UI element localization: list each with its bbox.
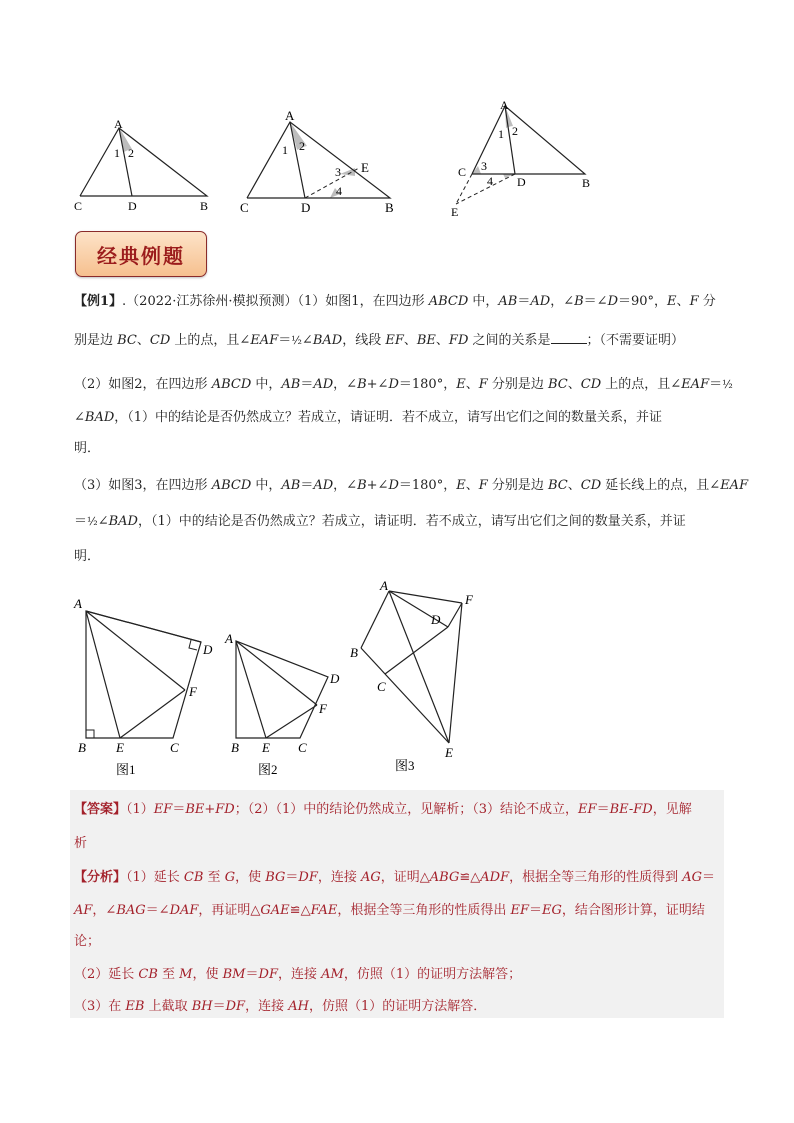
- figure-3-caption: 图3: [395, 758, 415, 773]
- problem-line-6: （3）如图3，在四边形 ABCD 中，AB＝AD，∠B+∠D＝180°，E、F 分别是边 BC、CD 延长线上的点，且∠EAF: [74, 478, 749, 493]
- problem-line-8: 明．: [74, 549, 101, 564]
- label-F: F: [189, 684, 197, 699]
- label-D: D: [330, 671, 340, 686]
- problem-line-4: ∠BAD，（1）中的结论是否仍然成立？若成立，请证明．若不成立，请写出它们之间的数量关系，并证: [74, 410, 663, 425]
- label-A: A: [114, 117, 123, 131]
- label-E: E: [361, 160, 369, 175]
- label-B: B: [350, 645, 358, 660]
- figure-2-caption: 图2: [258, 762, 278, 777]
- problem-line-3: （2）如图2，在四边形 ABCD 中，AB＝AD，∠B+∠D＝180°，E、F 分别是边 BC、CD 上的点，且∠EAF＝½: [74, 377, 733, 392]
- label-C: C: [377, 679, 386, 694]
- analysis-tag: 【分析】: [74, 870, 127, 885]
- label-1: 1: [114, 146, 120, 160]
- label-B: B: [78, 740, 86, 755]
- example-tag: 【例1】: [74, 294, 123, 309]
- figure-2: [222, 625, 352, 780]
- label-B: B: [582, 176, 591, 190]
- label-1: 1: [498, 127, 504, 141]
- label-A: A: [225, 631, 233, 646]
- label-F: F: [319, 701, 327, 716]
- label-D: D: [431, 612, 441, 627]
- answer-line-1: 【答案】（1）EF＝BE+FD；（2）（1）中的结论仍然成立，见解析；（3）结论不成立，EF＝BE-FD，见解: [74, 802, 692, 817]
- label-3: 3: [481, 159, 487, 173]
- label-F: F: [465, 592, 473, 607]
- problem-line-2: 别是边 BC、CD 上的点，且∠EAF＝½∠BAD，线段 EF、BE、FD 之间的关系是 ；（不需要证明）: [74, 333, 685, 348]
- problem-line-5: 明．: [74, 441, 101, 456]
- top-figure-a: [70, 112, 220, 212]
- label-2: 2: [128, 146, 134, 160]
- label-A: A: [74, 596, 82, 611]
- label-B: B: [231, 740, 239, 755]
- label-4: 4: [336, 184, 342, 198]
- label-A: A: [500, 98, 509, 112]
- top-figure-b: [235, 104, 405, 216]
- right-angle-mark: [86, 730, 94, 738]
- section-heading-text: 经典例题: [97, 243, 185, 268]
- answer-blank[interactable]: [551, 331, 587, 344]
- label-3: 3: [335, 165, 341, 179]
- label-C: C: [170, 740, 179, 755]
- label-4: 4: [487, 174, 493, 188]
- problem-line-7: ＝½∠BAD，（1）中的结论是否仍然成立？若成立，请证明．若不成立，请写出它们之间的数量关系，并证: [74, 514, 686, 529]
- figure-1-caption: 图1: [116, 762, 136, 777]
- answer-line-2: 析: [74, 836, 88, 851]
- analysis-line-5: （3）在 EB 上截取 BH＝DF，连接 AH，仿照（1）的证明方法解答．: [74, 999, 487, 1014]
- label-A: A: [380, 578, 388, 593]
- analysis-line-4: （2）延长 CB 至 M，使 BM＝DF，连接 AM，仿照（1）的证明方法解答；: [74, 967, 522, 982]
- analysis-line-3: 论；: [74, 934, 101, 949]
- analysis-line-1: 【分析】（1）延长 CB 至 G，使 BG＝DF，连接 AG，证明△ABG≌△ADF，根据全等三角形的性质得到 AG＝: [74, 870, 716, 885]
- label-2: 2: [299, 139, 305, 153]
- section-heading: [75, 231, 207, 277]
- label-2: 2: [512, 124, 518, 138]
- label-A: A: [285, 108, 295, 123]
- figure-1: [70, 590, 220, 780]
- label-D: D: [203, 642, 213, 657]
- answer-tag: 【答案】: [74, 802, 127, 817]
- problem-line-1: 【例1】.（2022·江苏徐州·模拟预测）（1）如图1，在四边形 ABCD 中，AB＝AD，∠B＝∠D＝90°，E、F 分: [74, 294, 716, 309]
- label-B: B: [200, 199, 209, 212]
- label-C: C: [240, 200, 249, 215]
- analysis-line-2: AF，∠BAG＝∠DAF，再证明△GAE≌△FAE，根据全等三角形的性质得出 EF＝EG，结合图形计算，证明结: [74, 903, 705, 918]
- top-figure-c: [445, 96, 605, 218]
- label-D: D: [128, 199, 137, 212]
- label-B: B: [385, 200, 394, 215]
- label-C: C: [74, 199, 83, 212]
- label-E: E: [116, 740, 124, 755]
- right-angle-mark: [189, 640, 197, 650]
- figure-3: [345, 575, 495, 775]
- label-E: E: [262, 740, 270, 755]
- label-E: E: [451, 205, 459, 218]
- label-1: 1: [282, 143, 288, 157]
- label-C: C: [458, 165, 467, 179]
- label-D: D: [301, 200, 311, 215]
- label-D: D: [517, 175, 526, 189]
- label-E: E: [445, 745, 453, 760]
- label-C: C: [298, 740, 307, 755]
